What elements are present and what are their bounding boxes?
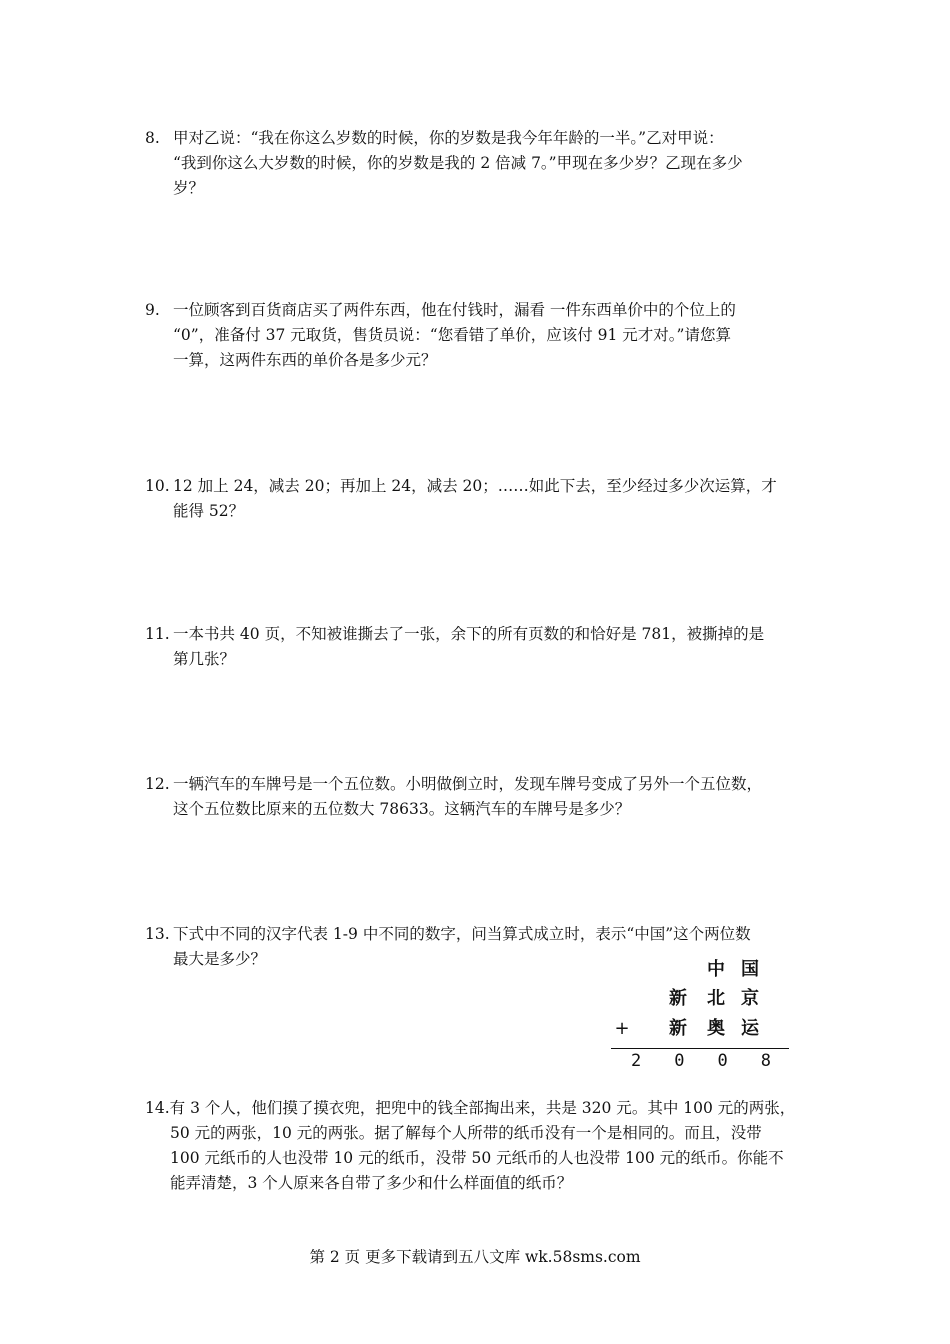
problem-text-line: 100 元纸币的人也没带 10 元的纸币，没带 50 元纸币的人也没带 100 元的纸币。你能不	[170, 1149, 784, 1167]
problem-text-line: 一本书共 40 页，不知被谁撕去了一张，余下的所有页数的和恰好是 781，被撕掉的是	[173, 625, 765, 643]
problem-text-line: 甲对乙说：“我在你这么岁数的时候，你的岁数是我今年年龄的一半。”乙对甲说：	[173, 129, 724, 147]
result-digit: 0	[717, 1051, 728, 1071]
problem-text: 有 3 个人，他们摸了摸衣兜，把兜中的钱全部掏出来，共是 320 元。其中 100 元的两张，	[169, 1099, 796, 1117]
puzzle-char: 运	[741, 1018, 759, 1039]
problem-text-line	[145, 1096, 825, 1121]
problem-text-line: 下式中不同的汉字代表 1-9 中不同的数字，问当算式成立时，表示“中国”这个两位数	[173, 925, 751, 943]
problem-text-line: 一位顾客到百货商店买了两件东西，他在付钱时，漏看 一件东西单价中的个位上的	[173, 301, 736, 319]
result-digit: 8	[760, 1051, 771, 1071]
problem-text-line: 能弄清楚，3 个人原来各自带了多少和什么样面值的纸币？	[170, 1174, 573, 1192]
puzzle-char: 中	[707, 959, 725, 980]
problem-11	[145, 622, 825, 672]
problem-number: 8.	[145, 129, 160, 147]
puzzle-char: 奥	[707, 1018, 725, 1039]
puzzle-char: 北	[707, 988, 725, 1009]
problem-text-line: 岁？	[173, 179, 205, 197]
result-digit: 2	[631, 1051, 642, 1071]
problem-number: 14.	[145, 1099, 170, 1117]
problem-14	[145, 1096, 825, 1196]
result-digit: 0	[674, 1051, 685, 1071]
problem-text-line: 50 元的两张，10 元的两张。据了解每个人所带的纸币没有一个是相同的。而且，没带	[170, 1124, 762, 1142]
problem-number: 12.	[145, 775, 170, 793]
problem-number: 13.	[145, 925, 170, 943]
problem-text-line: 12 加上 24，减去 20；再加上 24，减去 20；……如此下去，至少经过多少次运算，才	[173, 477, 777, 495]
page-footer: 第 2 页 更多下载请到五八文库 wk.58sms.com	[309, 1248, 641, 1266]
puzzle-char: 新	[669, 988, 687, 1009]
problem-text-line: 一算，这两件东西的单价各是多少元？	[173, 351, 437, 369]
problem-text-line: 第几张？	[173, 650, 236, 668]
sum-line	[611, 1048, 789, 1049]
problem-text-line: 能得 52？	[173, 502, 245, 520]
problem-number: 11.	[145, 625, 170, 643]
problem-text-line: 一辆汽车的车牌号是一个五位数。小明做倒立时，发现车牌号变成了另外一个五位数，	[173, 775, 763, 793]
problem-text-line: “我到你这么大岁数的时候，你的岁数是我的 2 倍减 7。”甲现在多少岁？乙现在多少	[173, 154, 743, 172]
problem-10	[145, 474, 825, 524]
puzzle-char: 京	[741, 988, 759, 1009]
plus-sign: +	[614, 1018, 630, 1039]
problem-number: 9.	[145, 301, 160, 319]
problem-12	[145, 772, 825, 822]
problem-number: 10.	[145, 477, 170, 495]
problem-8	[145, 126, 825, 201]
puzzle-char: 国	[741, 959, 759, 980]
problem-9	[145, 298, 825, 373]
sum-result	[631, 1050, 771, 1072]
problem-text-line: 这个五位数比原来的五位数大 78633。这辆汽车的车牌号是多少？	[173, 800, 631, 818]
puzzle-char: 新	[669, 1018, 687, 1039]
problem-text-line: 最大是多少？	[173, 950, 267, 968]
problem-text-line: “0”，准备付 37 元取货，售货员说：“您看错了单价，应该付 91 元才对。”请您算	[173, 326, 731, 344]
addition-puzzle	[605, 958, 795, 1078]
